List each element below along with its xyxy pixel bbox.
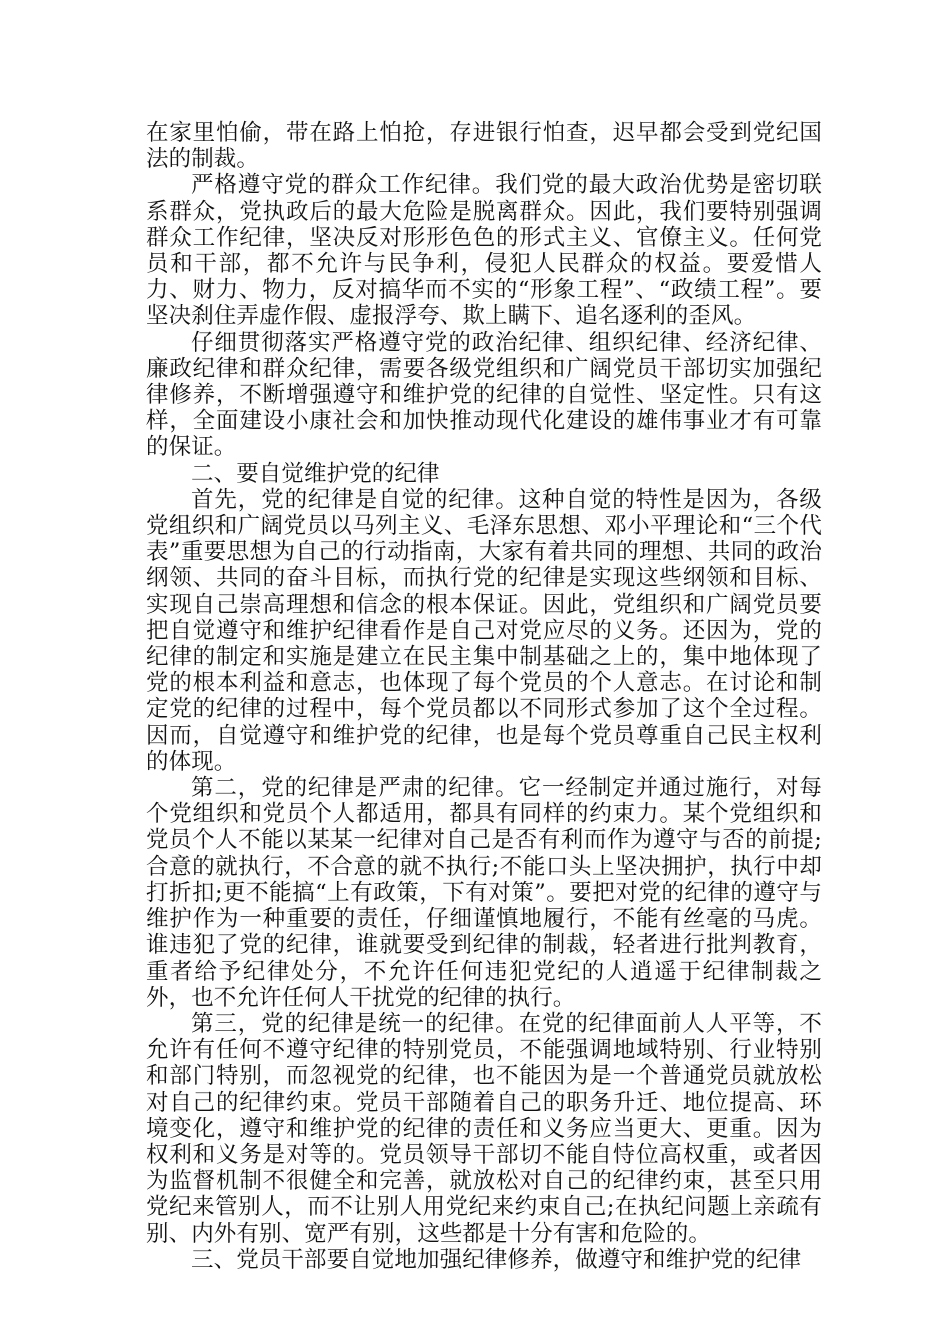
paragraph-second-point: 第二，党的纪律是严肃的纪律。它一经制定并通过施行，对每个党组织和党员个人都适用，都具有同样的约束力。某个党组织和党员个人不能以某某一纪律对自己是否有利而作为遵守与否的前提;合意的就执行，不合意的就不执行;不能口头上坚决拥护，执行中却打折扣;更不能搞“上有政策，下有对策”。要把对党的纪律的遵守与维护作为一种重要的责任，仔细谨慎地履行，不能有丝毫的马虎。谁违犯了党的纪律，谁就要受到纪律的制裁，轻者进行批判教育，重者给予纪律处分，不允许任何违犯党纪的人逍遥于纪律制裁之外，也不允许任何人干扰党的纪律的执行。: [146, 775, 822, 1011]
paragraph-implementation: 仔细贯彻落实严格遵守党的政治纪律、组织纪律、经济纪律、廉政纪律和群众纪律，需要各级党组织和广阔党员干部切实加强纪律修养，不断增强遵守和维护党的纪律的自觉性、坚定性。只有这样，全面建设小康社会和加快推动现代化建设的雄伟事业才有可靠的保证。: [146, 329, 822, 461]
paragraph-mass-discipline: 严格遵守党的群众工作纪律。我们党的最大政治优势是密切联系群众，党执政后的最大危险是脱离群众。因此，我们要特别强调群众工作纪律，坚决反对形形色色的形式主义、官僚主义。任何党员和干部，都不允许与民争利，侵犯人民群众的权益。要爱惜人力、财力、物力，反对搞华而不实的“形象工程”、“政绩工程”。要坚决刹住弄虚作假、虚报浮夸、欺上瞒下、追名逐利的歪风。: [146, 172, 822, 330]
paragraph-1: 在家里怕偷，带在路上怕抢，存进银行怕查，迟早都会受到党纪国法的制裁。: [146, 120, 822, 173]
document-page: [146, 120, 822, 1273]
section-heading-2: 二、要自觉维护党的纪律: [191, 460, 440, 487]
paragraph-third-point: 第三，党的纪律是统一的纪律。在党的纪律面前人人平等，不允许有任何不遵守纪律的特别党员，不能强调地域特别、行业特别和部门特别，而忽视党的纪律，也不能因为是一个普通党员就放松对自己的纪律约束。党员干部随着自己的职务升迁、地位提高、环境变化，遵守和维护党的纪律的责任和义务应当更大、更重。因为权利和义务是对等的。党员领导干部切不能自恃位高权重，或者因为监督机制不很健全和完善，就放松对自己的纪律约束，甚至只用党纪来管别人，而不让别人用党纪来约束自己;在执纪问题上亲疏有别、内外有别、宽严有别，这些都是十分有害和危险的。: [146, 1010, 822, 1247]
section-heading-3: 三、党员干部要自觉地加强纪律修养，做遵守和维护党的纪律: [191, 1246, 802, 1273]
paragraph-first-point: 首先，党的纪律是自觉的纪律。这种自觉的特性是因为，各级党组织和广阔党员以马列主义、毛泽东思想、邓小平理论和“三个代表”重要思想为自己的行动指南，大家有着共同的理想、共同的政治纲领、共同的奋斗目标，而执行党的纪律是实现这些纲领和目标、实现自己崇高理想和信念的根本保证。因此，党组织和广阔党员要把自觉遵守和维护纪律看作是自己对党应尽的义务。还因为，党的纪律的制定和实施是建立在民主集中制基础之上的，集中地体现了党的根本利益和意志，也体现了每个党员的个人意志。在讨论和制定党的纪律的过程中，每个党员都以不同形式参加了这个全过程。因而，自觉遵守和维护党的纪律，也是每个党员尊重自己民主权利的体现。: [146, 486, 822, 775]
